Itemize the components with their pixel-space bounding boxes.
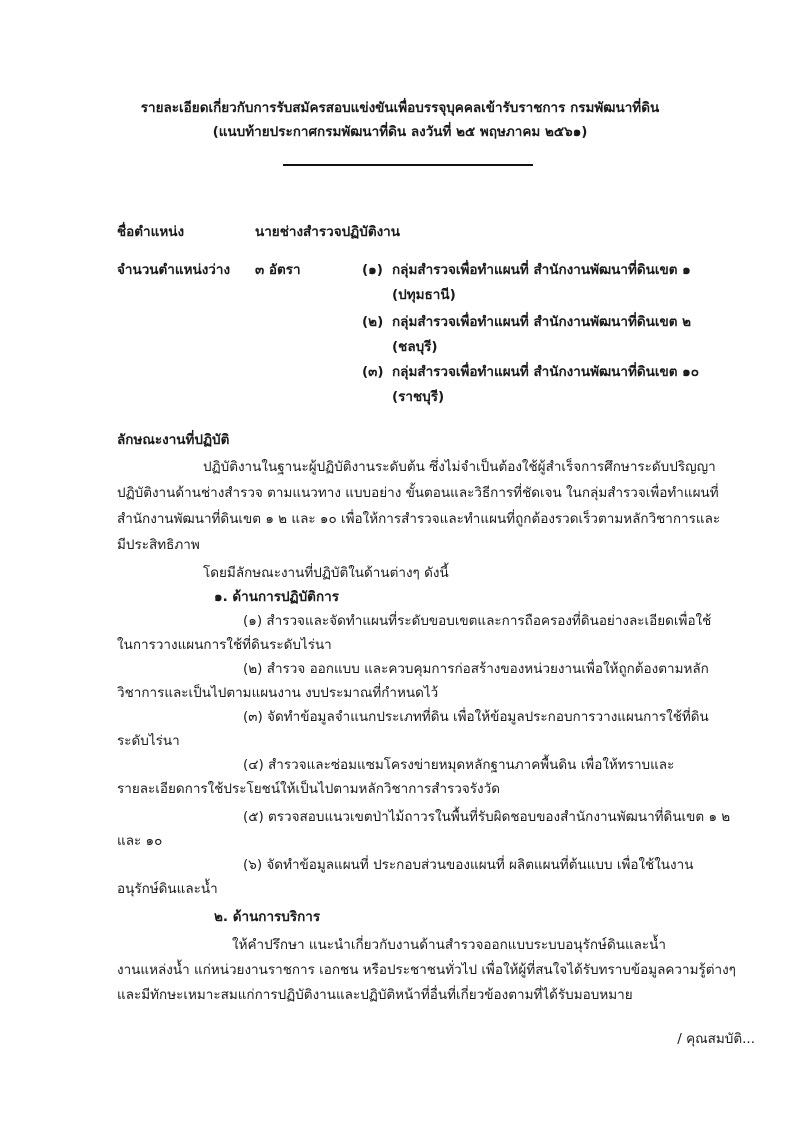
duties-paragraph-line: ปฏิบัติงานในฐานะผู้ปฏิบัติงานระดับต้น ซึ่งไม่จำเป็นต้องใช้ผู้สำเร็จการศึกษาระดับปริญญา [203,459,716,475]
section1-title: ๑. ด้านการปฏิบัติการ [214,589,339,605]
duty-item-cont: อนุรักษ์ดินและน้ำ [117,881,218,897]
service-paragraph-line: ให้คำปรึกษา แนะนำเกี่ยวกับงานด้านสำรวจออกแบบระบบอนุรักษ์ดินและน้ำ [232,937,666,953]
duties-heading: ลักษณะงานที่ปฏิบัติ [117,432,230,448]
duty-item: (๕) ตรวจสอบแนวเขตป่าไม้ถาวรในพื้นที่รับผิดชอบของสำนักงานพัฒนาที่ดินเขต ๑ ๒ [243,809,731,825]
duty-item: (๑) สำรวจและจัดทำแผนที่ระดับขอบเขตและการถือครองที่ดินอย่างละเอียดเพื่อใช้ [243,613,712,629]
document-subtitle: (แนบท้ายประกาศกรมพัฒนาที่ดิน ลงวันที่ ๒๕ พฤษภาคม ๒๕๖๑) [212,124,588,140]
vacancy-item-number: (๒) [362,314,384,330]
duty-item-cont: ในการวางแผนการใช้ที่ดินระดับไร่นา [117,637,332,653]
title-divider [283,164,533,166]
vacancy-label: จำนวนตำแหน่งว่าง [117,262,231,278]
vacancy-item-province: (ชลบุรี) [392,339,438,355]
duties-paragraph-line: ปฏิบัติงานด้านช่างสำรวจ ตามแนวทาง แบบอย่าง ขั้นตอนและวิธีการที่ชัดเจน ในกลุ่มสำรวจเพื่อทำแผนที่ [117,485,719,501]
section2-title: ๒. ด้านการบริการ [214,909,321,925]
vacancy-item-province: (ราชบุรี) [392,389,445,405]
duty-item: (๖) จัดทำข้อมูลแผนที่ ประกอบส่วนของแผนที่ ผลิตแผนที่ต้นแบบ เพื่อใช้ในงาน [243,857,694,873]
vacancy-count: ๓ อัตรา [255,262,301,278]
vacancy-item: กลุ่มสำรวจเพื่อทำแผนที่ สำนักงานพัฒนาที่ดินเขต ๒ [392,314,692,330]
service-paragraph-line: และมีทักษะเหมาะสมแก่การปฏิบัติงานและปฏิบัติหน้าที่อื่นที่เกี่ยวข้องตามที่ได้รับมอบหมาย [117,987,633,1003]
vacancy-item-number: (๓) [362,364,384,380]
vacancy-item: กลุ่มสำรวจเพื่อทำแผนที่ สำนักงานพัฒนาที่ดินเขต ๑ [392,262,691,278]
vacancy-item: กลุ่มสำรวจเพื่อทำแผนที่ สำนักงานพัฒนาที่ดินเขต ๑๐ [392,364,699,380]
duties-lead: โดยมีลักษณะงานที่ปฏิบัติในด้านต่างๆ ดังนี้ [203,565,449,581]
duty-item: (๒) สำรวจ ออกแบบ และควบคุมการก่อสร้างของหน่วยงานเพื่อให้ถูกต้องตามหลัก [243,661,709,677]
duties-paragraph-line: มีประสิทธิภาพ [117,537,200,553]
duties-paragraph-line: สำนักงานพัฒนาที่ดินเขต ๑ ๒ และ ๑๐ เพื่อให้การสำรวจและทำแผนที่ถูกต้องรวดเร็วตามหลักวิชาการและ [117,511,721,527]
document-title: รายละเอียดเกี่ยวกับการรับสมัครสอบแข่งขันเพื่อบรรจุบุคคลเข้ารับราชการ กรมพัฒนาที่ดิน [140,100,660,116]
duty-item-cont: และ ๑๐ [117,833,163,849]
duty-item: (๔) สำรวจและซ่อมแซมโครงข่ายหมุดหลักฐานภาคพื้นดิน เพื่อให้ทราบและ [243,757,675,773]
duty-item-cont: วิชาการและเป็นไปตามแผนงาน งบประมาณที่กำหนดไว้ [117,685,439,701]
duty-item-cont: รายละเอียดการใช้ประโยชน์ให้เป็นไปตามหลักวิชาการสำรวจรังวัด [117,781,500,797]
duty-item: (๓) จัดทำข้อมูลจำแนกประเภทที่ดิน เพื่อให้ข้อมูลประกอบการวางแผนการใช้ที่ดิน [243,709,709,725]
duty-item-cont: ระดับไร่นา [117,733,180,749]
continuation-note: / คุณสมบัติ... [677,1031,755,1047]
service-paragraph-line: งานแหล่งน้ำ แก่หน่วยงานราชการ เอกชน หรือประชาชนทั่วไป เพื่อให้ผู้ที่สนใจได้รับทราบข้อมูลความรู้ต่างๆ [117,962,736,978]
vacancy-item-number: (๑) [362,262,383,278]
position-label: ชื่อตำแหน่ง [117,224,185,240]
vacancy-item-province: (ปทุมธานี) [392,287,456,303]
position-value: นายช่างสำรวจปฏิบัติงาน [255,224,400,240]
